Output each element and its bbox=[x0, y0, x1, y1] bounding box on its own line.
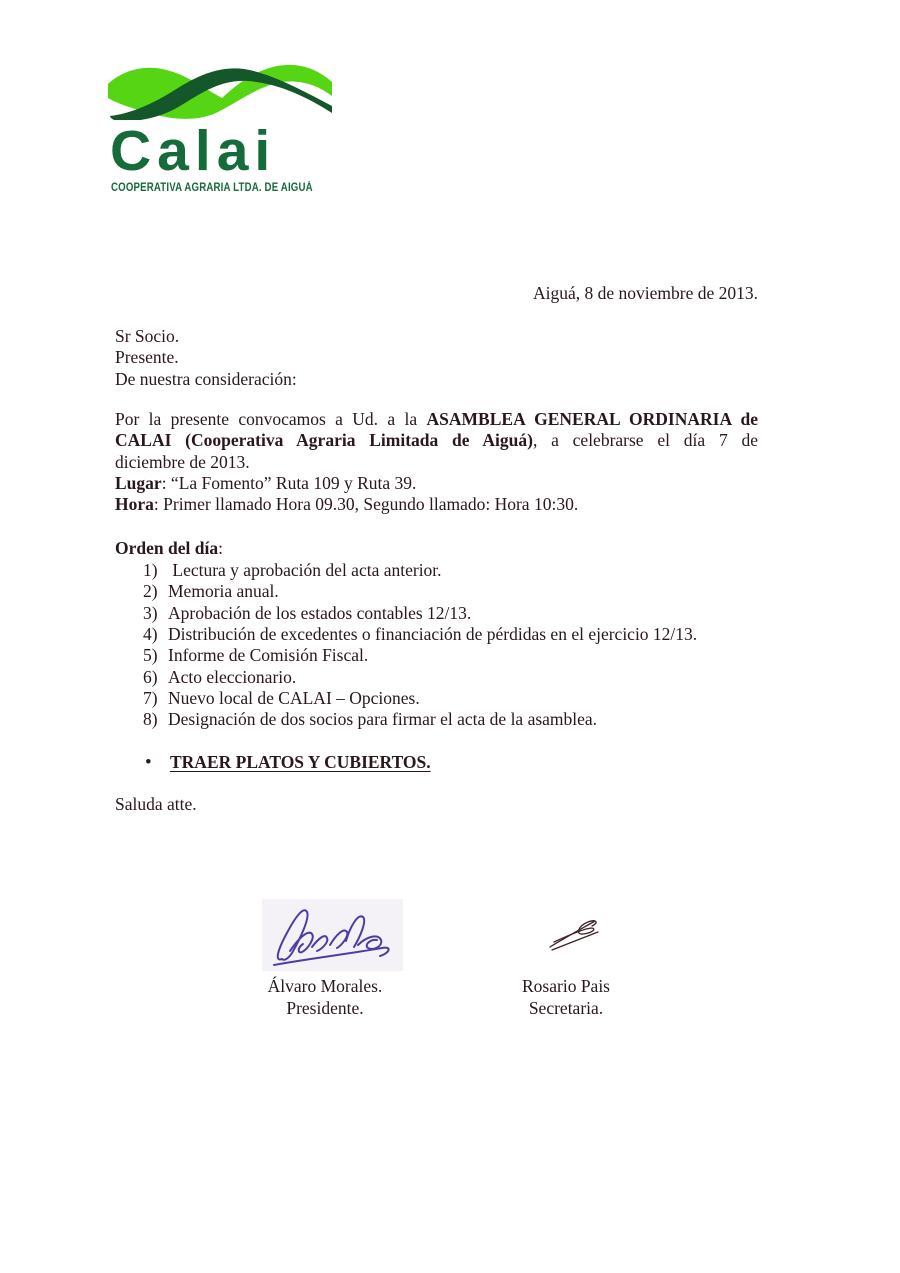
agenda-item bbox=[143, 688, 763, 709]
date-line: Aiguá, 8 de noviembre de 2013. bbox=[532, 283, 758, 303]
recipient-line: Sr Socio. bbox=[115, 326, 180, 346]
signatory-name: Álvaro Morales. bbox=[267, 976, 383, 996]
recipient-block bbox=[115, 326, 297, 390]
agenda-item-number: 3) bbox=[143, 602, 158, 623]
agenda-item-number: 2) bbox=[143, 581, 158, 602]
calai-logo-wave-icon bbox=[108, 62, 332, 120]
agenda-item-number: 7) bbox=[143, 688, 158, 709]
signatory-title: Secretaria. bbox=[528, 997, 604, 1018]
lugar-line bbox=[115, 473, 758, 494]
intro-line bbox=[115, 452, 758, 473]
agenda-item-text: Distribución de excedentes o financiación de pérdidas en el ejercicio 12/13. bbox=[168, 624, 698, 645]
agenda-item-number: 8) bbox=[143, 709, 158, 730]
bullet-icon: • bbox=[145, 752, 152, 773]
calai-logo bbox=[108, 62, 338, 194]
agenda-item bbox=[143, 603, 763, 624]
intro-text: diciembre de 2013. bbox=[115, 451, 250, 472]
agenda-item-number: 6) bbox=[143, 666, 158, 687]
agenda-heading-colon: : bbox=[218, 538, 223, 558]
agenda-item bbox=[143, 709, 763, 730]
intro-text-bold: ASAMBLEA GENERAL ORDINARIA de bbox=[426, 409, 758, 429]
agenda-item-text: Nuevo local de CALAI – Opciones. bbox=[168, 688, 420, 709]
agenda-item-text: Aprobación de los estados contables 12/13. bbox=[168, 602, 472, 623]
intro-line bbox=[115, 430, 758, 451]
signature-scribble-icon bbox=[545, 912, 603, 954]
agenda-heading bbox=[115, 538, 223, 559]
intro-text: , a celebrarse el día 7 de bbox=[532, 430, 758, 451]
signature-ink-icon bbox=[262, 899, 403, 971]
hora-label: Hora bbox=[115, 494, 154, 514]
lugar-value: : “La Fomento” Ruta 109 y Ruta 39. bbox=[161, 473, 417, 493]
signature-image-alvaro-morales bbox=[262, 899, 403, 971]
logo-subtitle-text: COOPERATIVA AGRARIA LTDA. DE AIGUÁ bbox=[111, 182, 313, 194]
agenda-item-text: Informe de Comisión Fiscal. bbox=[168, 645, 369, 666]
signatory-title: Presidente. bbox=[286, 997, 364, 1018]
intro-text-bold: CALAI (Cooperativa Agraria Limitada de Aiguá) bbox=[115, 430, 533, 451]
agenda-item bbox=[143, 645, 763, 666]
bullet-note bbox=[145, 752, 431, 773]
agenda-list bbox=[143, 560, 763, 731]
intro-line bbox=[115, 409, 758, 430]
signatory-right bbox=[481, 976, 651, 1019]
hora-value: : Primer llamado Hora 09.30, Segundo llamado: Hora 10:30. bbox=[153, 494, 579, 514]
signatory-name: Rosario Pais bbox=[522, 976, 610, 996]
agenda-item-text: Designación de dos socios para firmar el acta de la asamblea. bbox=[168, 709, 598, 730]
agenda-item-text: Memoria anual. bbox=[168, 581, 279, 602]
agenda-item-number: 5) bbox=[143, 645, 158, 666]
signature-image-rosario-pais bbox=[545, 912, 603, 954]
lugar-label: Lugar bbox=[115, 473, 162, 493]
agenda-item-text: Acto eleccionario. bbox=[168, 666, 297, 687]
intro-text: Por la presente convocamos a Ud. a la bbox=[115, 409, 427, 429]
logo-brand-text: Calai bbox=[110, 119, 277, 183]
intro-paragraph bbox=[115, 409, 758, 473]
closing-line: Saluda atte. bbox=[115, 794, 197, 814]
recipient-line: Presente. bbox=[115, 347, 179, 368]
agenda-item bbox=[143, 560, 763, 581]
agenda-item-number: 4) bbox=[143, 624, 158, 645]
agenda-item bbox=[143, 581, 763, 602]
recipient-line: De nuestra consideración: bbox=[115, 368, 297, 389]
agenda-heading-text: Orden del día bbox=[115, 538, 219, 558]
signatory-left bbox=[240, 976, 410, 1019]
bullet-note-text: TRAER PLATOS Y CUBIERTOS. bbox=[170, 752, 431, 772]
hora-line bbox=[115, 494, 758, 515]
agenda-item-number: 1) bbox=[143, 560, 158, 580]
agenda-item bbox=[143, 667, 763, 688]
agenda-item-text: Lectura y aprobación del acta anterior. bbox=[168, 560, 442, 580]
agenda-item bbox=[143, 624, 763, 645]
